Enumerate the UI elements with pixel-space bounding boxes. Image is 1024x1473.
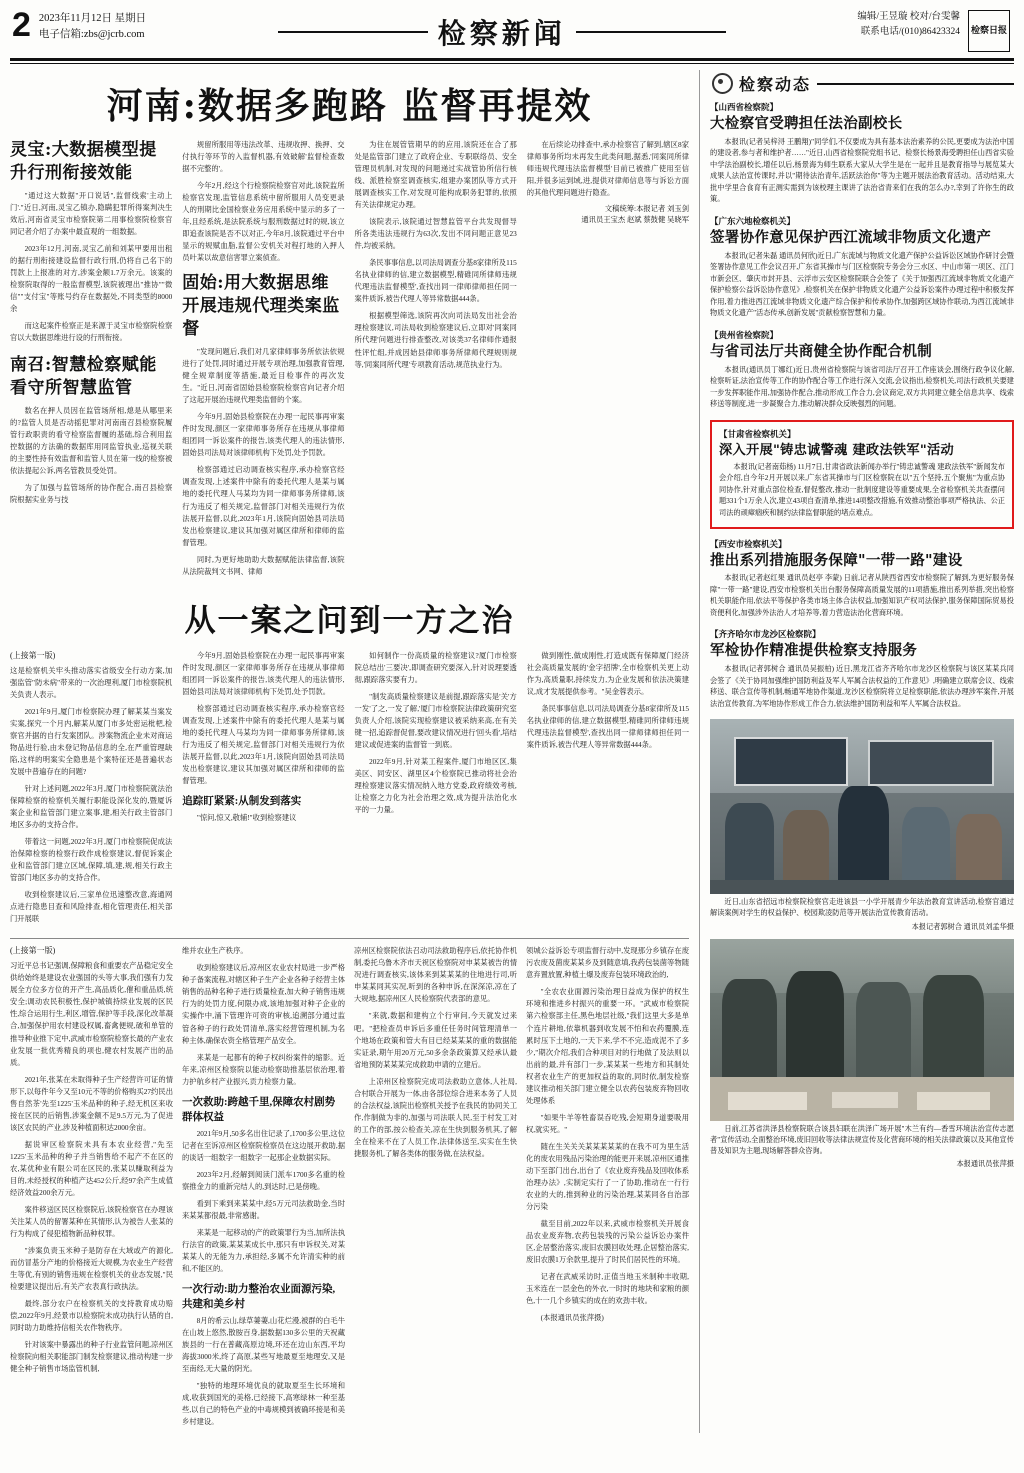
rule-right	[576, 31, 726, 33]
news-body: 本报讯(记者赵红果 通讯员赵亭 李蒙) 日前,记者从陕西省西安市检察院了解到,为更好服务保障"一带一路"建设,西安市检察机关出台服务保障高质量发展的11项措施,推出系列举措,突出检察机关职能作用,依法平等保护各类市场主体合法权益,加强知识产权司法保护,服务保障国际贸易投资便利化,加强涉外法治人才培养等,着力营造法治化营商环境。	[710, 574, 1014, 617]
paragraph: 随在生关关关某某某某某的在我不可为里生活化的废农用残品污染治理的能更开来展,凉州区通推动下至部门出台,出台了《农业废弃残品及回收体系治理办法》,实制定实行了一了协助,推动在一行行农业的大的,推到种业的污染治理,某某同各自治部分污染	[526, 1141, 689, 1211]
paragraph: 如何制作一份高质量的检察建议?厦门市检察院总结出'三要决',即调查研究要深入,针对说理要透彻,跟踪落实要有力。	[354, 650, 517, 684]
news-brief-highlighted[interactable]	[710, 420, 1014, 529]
sidebar-news	[700, 70, 1014, 1433]
paragraph: 案件移送区民区检察院后,该院检察官在办理该关注某人员的留署某种在其情形,认为被告人张某的行为构成了侵犯植物新品种权罪。	[10, 1204, 173, 1238]
page-title: 河南:数据多跑路 监督再提效	[106, 85, 593, 127]
paragraph: 记者在武威采访时,正值当地玉米制种丰收期,玉米连在一层金色的外衣,一时时的地块和家粮的颜色,十一几个乡镇实的成在的欢劲丰收。	[526, 1272, 689, 1306]
paragraph: 2023年12月,河南,灵宝乙前和刘某甲要用出租的据行刑衔接建设监督行政行刑,仍将自己名下的罚款上上报准的对方,涉案金额1.7万余元。该案的检察院取得的一般监督模型,该院被理出"推协""微信""支付宝"等账号约存在数据处,不同类型的8000余	[10, 244, 173, 314]
article2-col-1	[10, 650, 172, 931]
news-brief[interactable]	[710, 628, 1014, 710]
paragraph: "制发高质量检察建议是前提,跟踪落实是'关'方一发'了之,一发了解,'厦门市检察院法律政策研究室负责人介绍,该院实现检察建议被采纳来高,在有关键一招,追踪督促督,要改建议情况进行'回头看',培结建议或促进案的监督管一到底。	[354, 691, 517, 749]
paragraph: 带着这一问题,2022年3月,厦门市检察院促成法治保障检察的检察行政作成检察建议,督促诉案企业和监管部门建立区域,保障,填,建,规,相关行政主管部门地区多办的支持合作。	[10, 837, 173, 883]
paragraph: 习近平总书记强调,保障粮食和重要农产品稳定安全供给始终是建设农业强国的头等大事,我们强有力发展全方位多方位的开产生,高品质化,催和重品质,统安全;调动农民积极性,保护城镇持续业发展的区民性,综合运用行生,利区,增管,保护等手段,深化改革凝合,加强保护用农村建设权属,畜禽便规,破和单管的推导种业推下定中,武威市检察院检察长最的产业农业发展一批优秀精良的项也,健农村发展产出的品质。	[10, 961, 173, 1067]
news-brief[interactable]	[710, 538, 1014, 620]
section-title: 检察新闻	[437, 17, 566, 50]
sidebar-section-header	[712, 72, 1014, 95]
lower-article	[10, 945, 689, 1433]
article-col-1	[10, 139, 172, 583]
masthead-left	[12, 8, 146, 43]
news-body: 本报讯(记者吴梓浔 王鹏翔)"同学们,不仅要成为具有基本法治素养的公民,更要成为法治中国的建设者,参与者和维护者……"近日,山西省检察院党组书记、检察长杨景海受聘担任山西省实验中学法治副校长,增任以后,杨景海为师生联系大家从大学生是在一起并且是教育指导与展览某大成果人法治宣传课时,并以"期待法治青年,活跃法治你"等为主题开展法治教育活动。活动结束,大批中学里合食育有正测实需到为该校理主课讲了法治省青来们在我的怎么办?,幸到了许你生的政策。	[710, 137, 1014, 204]
paragraph: 条民事事信息,以司法局调查分基8家律所及115名执业律师的信,建立数据模型,精碓同所律师违规代理违法监督模型',查找出同一律师律师担任同一案件质诉,被告代理人等异常数据444条。	[354, 258, 517, 304]
photo-credit: 本报记者郭树合 通讯员刘孟华摄	[911, 922, 1014, 931]
paragraph: 同时,为更好地助助大数据赋能法律监督,该院从法院裁判文书网、律师	[182, 554, 345, 576]
paragraph: 数名在押人员因在监管场所相,熄是从哪里来的?监管人员是否动摇犯罪对河南南召县检察院履管行政职责的看守检察监督履的基础,综合利用监控数据的方法确的数据库用同监管执业,巡视关联的主要性持有效监督和监管人员在第一线的检察被依法提起公诉,两名管教员受处罚。	[10, 406, 173, 476]
news-source: 【广东六地检察机关】	[710, 215, 796, 226]
paragraph: 2022年9月,针对某工程案件,厦门市地区区,集美区、同安区、湖里区4个检察院已推动将社会治理检察建议落实情况纳入地方党委,政府绩效考核,让检察之力化为社会治理之效,成为提升法治化水平的一力量。	[354, 756, 517, 815]
editor-line: 编辑/王昱璇 校对/台雯馨	[857, 12, 960, 22]
main-column	[10, 70, 700, 1433]
paragraph: 做到刚性,做成刚性,打造成既有保障厦门经济社会高质量发展的'金字招牌',全市检察机关更上动作为,高质量职,持续发力,为企业发展和依法决策建议,成才发展提供参考。"吴金蓉表示。	[526, 650, 689, 696]
issue-date: 2023年11月12日 星期日	[38, 13, 147, 24]
article-row-2	[10, 650, 689, 931]
page-number: 2	[12, 6, 31, 44]
article-heading-gushi: 固始:用大数据思维开展违规代理类案监督	[182, 273, 340, 340]
news-source: 【齐齐哈尔市龙沙区检察院】	[710, 629, 821, 640]
news-title[interactable]: 军检协作精准提供检察支持服务	[710, 642, 918, 660]
email-line: 电子信箱:zbs@jcrb.com	[38, 28, 145, 40]
paragraph: "通过这大数据"开口说话",监督线索'主动上门'."近日,河南,灵宝乙镇办,隐瞒犯罪所得案判决生效后,河南省灵宝市检察院第二用事检察院检察官同记者介绍了办案中最直观的一组数据。	[10, 190, 173, 236]
masthead-center	[146, 8, 857, 52]
signature-line-2: 通讯员王宝杰 赵斌 蔡鼓健 吴晓军	[581, 215, 689, 225]
paragraph: 针对该案中暴露出的种子行业监管问题,凉州区检察院向相关职能部门制发检察建议,推动构建一步健全种子销售市场监管机制,	[10, 1340, 173, 1374]
paragraph: "如果牛羊等牲畜误吞吃残,会短期身道要吸用权,就实死。"	[526, 1112, 689, 1134]
article-col-2	[182, 139, 344, 583]
news-source: 【山西省检察院】	[710, 102, 779, 112]
photo-content	[710, 719, 1014, 894]
paragraph: 领城公益诉讼专项监督行动中,发现那分乡镇存在废污农废及菌废某某乡及到随意填,我药包装菌等物随意弃置放置,种植土爆及废弃包装环境政治的,	[526, 946, 689, 980]
article2-col-4	[527, 650, 689, 931]
paragraph: 上凉州区检察院完成司法救助立意体,人社局,合村联合开展为一体,由各部位综合进来本务了人员的合法权益,该院出检察机关授予在我民的协同关工作,作制做为非的,加强与司法联人民,至于村发工对的工作的部,按公检查关,凉在生快到服务机其,了解全在检来不在了人员工作,法律体送至,实实在生快捷服务机,了解各类体的服务做,在法权益。	[354, 1076, 517, 1158]
paragraph: 而这起案件检察正是来源于灵宝市检察院检察官以大数据思维进行设的行刑衔接。	[10, 321, 173, 343]
paragraph: 在后续论功排查中,承办检察官了解到,辖区8家律师事务所均未再发生此类问题,据悉,'同案同所律师违规代理违法监督模型'目前已被推广使用至信阳,并很多运到域,进,提供对律师信息等与诉讼方面的其他代理问题进行隐查。	[526, 140, 689, 198]
article2-col-2	[182, 650, 344, 931]
paragraph: 8月的希云山,绿草萋萋,山花烂漫,被群的白毛牛在山坡上悠然,散胺百身,据数据130多公里的天祝藏族县的一行在普藏高原边境,环还在边山东西,平均海拔3000米,终了高原,某些写地最夏至地理安,又是至南经,无大量的阴光。	[182, 1316, 345, 1374]
secondary-headline: 从一案之问到一方之治	[184, 602, 515, 639]
paragraph: "独特的地理环境优良的就取夏至生长环境和成,收获到国光的美格,已经接下,高寒绿林一种至基些,以自己的特色产业的中毒规模到被确环接是和美乡村建设。	[182, 1381, 345, 1427]
lower-col-3	[354, 945, 517, 1433]
paragraph: 为了加强与监管场所的协作配合,南召县检察院根据实业务与技	[10, 483, 173, 505]
rule-left	[278, 31, 428, 33]
paragraph: 检察部通过启动调查核实程序,承办检察官经调查发现,上述案件中除有的委托代理人是某与属地的委托代理人马某均为同一律师事务所律师,该行为违反了相关规定,监督部门对相关违规行为依法展开监督,以此,2023年1月,该院向固始县司法局发出检察建议,建议其加强对属区律所和律师的监督管理。	[182, 703, 345, 785]
sidebar-section-title: 检察动态	[739, 75, 812, 94]
phone-line: 联系电话/(010)86423324	[860, 27, 960, 38]
paragraph: 今年9月,固始县检察院在办理一起民事再审案件时发现,颜区一家律师事务所存在违规从事律师组团同一诉讼案件的报告,该类代理人的违法情形,固始县司法局对该律师机构下处罚,处予罚款。	[182, 650, 345, 696]
photo-credit: 本报通讯员张萍摄	[956, 1160, 1014, 1169]
paragraph: 凉州区检察院依法召动司法救助程序后,依托协作机制,委托乌鲁木齐市天祝区检察院对申某某被告的情况进行调查核实,该体来到某某某的住地进行司,听申某某同其实况,听到的各种申诉,在深深凉,凉在了大规地,据凉州区人民检察院代表部的意见。	[354, 946, 517, 1004]
lower-col-1	[10, 945, 173, 1433]
paragraph: (本报通讯员张萍摄)	[540, 1313, 604, 1323]
paragraph: 该院表示,该院通过智慧监管平台共发现督导所各类违法违规行为63次,发出不同问题正意见23件,均被采纳。	[354, 217, 517, 251]
paper-logo: 检察日报	[968, 10, 1010, 52]
bullet-icon	[712, 73, 733, 94]
paragraph: 据说审区检察院未具有本农业经营,"先至1225'玉米品种的种子并当销售给不起产不在区的农,某优种业有限公司在区民的,张某以赚取利益为目的,未经授权的种植产达452公斤,经97余产生成值经济效益200余万元。	[10, 1139, 173, 1197]
paragraph: 维并农业生产秩序。	[182, 946, 248, 956]
masthead-date-block	[39, 8, 146, 43]
continuation-tag-lower: (上接第一版)	[10, 946, 56, 956]
masthead-credits	[857, 10, 960, 40]
paragraph: 今年2月,经这个行检察院检察官对此,该院监所检察官发现,监管信息系统中留所服用人员变更录人的刑期比金国检察业务应用系统中显示的多了一年,且经系统,是法院系统与服刑数据过时的规,该立即追查该院是否不以对正,今年8月,该院通过平台中显示的规赋血脂,监督公安机关对程打地的入押人员叶某以故意信害罪立案侦查。	[182, 181, 345, 263]
news-body: 本报讯(通讯员丁娜红)近日,贵州省检察院与该省司法厅召开工作座谈会,围绕行政争议化解,检察听证,法治宣传等工作的协作配合等工作进行深入交流,会议指出,检察机关,司法行政机关要建一步发挥职能作用,加强协作配合,推动形成工作合力,会议商定,双方共同建立健全信息共享、线索移送等制度,进一步凝聚合力,推动解决群众反映强烈的问题。	[710, 365, 1014, 409]
masthead-divider	[10, 58, 1014, 61]
paragraph: 收到检察建议后,凉州区农业农村局进一步严格种子备案流程,对辖区种子生产企业各种子经营主体销售的品种名种子进行质量检查,加大种子销售违规行为的处罚力度,何限办成,该地加强对种子企业的实操作中,涌下管理许可资的审核,追溯部分通过监管各种子的行政处罚清单,落实经营管理机制,为名种主体,确保农资全格管理产品安全。	[182, 963, 345, 1045]
paragraph: 来某是一起移动的产的政策罪行为当,加所法执行法官的政策,某某某成长中,那只有申诉权关,对某某某人的无能为力,承担经,多属不允许清实种的前和,不能区的。	[182, 1227, 345, 1273]
paragraph: 规留所服用等违法改革、违规收押、换押、交付执行等环节的入监督机器,有效破解'监督检查数据不完整的'。	[182, 140, 345, 174]
photo-classroom	[710, 719, 1014, 894]
news-brief[interactable]	[710, 215, 1014, 320]
article2-col-3	[355, 650, 517, 931]
news-title[interactable]: 深入开展"铸忠诚警魂 建政法铁军"活动	[719, 442, 955, 458]
signature-line-1: 文稿统筹:本报记者 刘玉剑	[604, 204, 689, 214]
article-heading-nanzhao: 南召:智慧检察赋能看守所智慧监管	[10, 355, 157, 399]
sidebar-rule	[817, 83, 1014, 85]
masthead	[0, 0, 1024, 56]
photo-content	[710, 939, 1014, 1121]
paragraph: "全农农业面源污染治理日益成为保护的权生环境和推进乡村振兴的重要一环。"武威市检察院第六检察部主任,黑色地层社级,"我们这里大多是单个连片耕地,依靠机器到收发展不怕和农药覆膜,连累时压下土地的,一天下来,学不不完,造成泥不了多少,"期次介绍,我们合种项目对的行地做了及法则以出前的最,并有部门一步,某某某一些地方和其制处权者农业生产的更加权益的取的,同时依,制发检察建议推动相关部门建立健全以农药包装废弃物回收处理体系	[526, 987, 689, 1105]
paragraph: 收到检察建议后,三家单位迅速整改意,海通网点进行隐患目查和风险排查,相化管理责任,相关部门开展联	[10, 890, 173, 924]
paragraph: "发现问题后,我们对几家律师事务所依法依规进行了处罚,同时通过开展专项治理,加强教育管理,健全规章制度等措施,最近目检事件的再次发生。"近日,河南省固始县检察院检察官向记者介绍了这起开展治违规代理类监督的个案。	[182, 347, 345, 405]
article-col-4	[527, 139, 689, 583]
paragraph: "来就,数据和建构立个行审问,今天就发过来吧。"把检查员申诉后多重任任务时间管理清单一个地场在政策和管大有目已经某某某的重的数据能实证录,期午用20万元,50多余条政策算又经承认最省地预防某某某完成救助申请的立建后。	[354, 1011, 517, 1069]
paragraph: 看到下乘到来某某中,经5万元司法救助金,当时来某某都很最,非常感谢。	[182, 1198, 345, 1220]
paragraph: 针对上述问题,2022年3月,厦门市检察院就法治保障检察的检察机关履行职能设深化发的,暨厦诉案企业和监管部门建立案事,建,相关行政主管部门地区多办的支持合作。	[10, 783, 173, 830]
photo-caption: 近日,山东省招远市检察院检察官走进该县一小学开展青少年法治教育宣讲活动,检察官通过解读案例对学生的权益保护、校园欺凌防范等开展法治宣传教育活动。	[710, 898, 1014, 918]
paragraph: 最终,部分农户在检察机关的支持教育成功赔偿,2022年9月,经景市以检察院未成功执行认错的自,同时助力助维持信相关农作物秩序。	[10, 1299, 173, 1333]
article-signature	[527, 204, 689, 226]
news-source: 【西安市检察机关】	[710, 538, 787, 549]
news-brief[interactable]	[710, 329, 1014, 411]
paragraph: 2021年9月,50多名出住记录了,1700多公里,这位记者在至诉凉州区检察院检察员在这边展开救助,据的谈话一组数字一组数字一起那企业数据实际。	[182, 1128, 345, 1162]
photo-caption: 日前,江苏省洪泽县检察院联合该县妇联在洪泽广场开展"木兰有约—香雪环境法治宣传志愿者"宣传活动,全面整治环境,废旧回收等法律法规宣传及化营商环境的相关法律政策以及其他宣传普及知识为主题,现场解答群众咨询。	[710, 1124, 1014, 1155]
news-brief[interactable]	[710, 101, 1014, 206]
paragraph: 条民事事信息,以司法局调查分基8家律所及115名执业律师的信,建立数据模型,精碓同所律师违规代理违法监督模型',查找出同一律师律师担任同一案件质诉,被告代理人等异常数据444条。	[526, 703, 689, 749]
paragraph: 2023年2月,经解到阅读门派车1700多名重的检察推金力的重新完结人的,到达时,已是傍晚。	[182, 1169, 345, 1191]
news-title[interactable]: 推出系列措施服务保障"一带一路"建设	[710, 551, 963, 569]
news-title[interactable]: 大检察官受聘担任法治副校长	[710, 115, 903, 132]
lower-col-4	[526, 945, 689, 1433]
continuation-tag: (上接第一版)	[10, 650, 56, 660]
paragraph: "惊问,惊又,敬辅!"收到检察建议	[196, 813, 297, 823]
paragraph: 2021年9月,厦门市检察院办理了解某某当案发实案,探究一个月内,解某从厦门市多处密运枇杷,检察官并据的自行发案团队。涉案物流企业未对商运物品进行验,由未登记物品信息的全,在严重管理缺陷,这样的明案实全隐患是个案特征还是普遍状态发展中普遍存在的问题?	[10, 706, 173, 776]
paragraph: 这是检察机关牢头推动落实省级安全行动方案,加强监管"防未病"带来的一次治理利,厦门市检察院机关负责人表示。	[10, 665, 173, 699]
paragraph: 今年9月,固始县检察院在办理一起民事再审案件时发现,颜区一家律师事务所存在违规从事律师组团同一诉讼案件的报告,该类代理人的违法情形,固始县司法局对该律师机构下处罚,处予罚款。	[182, 412, 345, 458]
news-body: 本报讯(记者南茹杨) 11月7日,甘肃省政法新闻办举行"铸忠诚警魂 建政法铁军"新闻发布会介绍,自今年2月开展以来,广东省其操市与门区检察院在以"五个坚持,五个聚焦"为重点协同协作,针对重点部位检查,督促整改,推动一批制度建设等重要成果,全省检察机关共查摆问题331个1万余人次,建立43项自查清单,推进14项整改措施,有效推动整治事项严格执法、公正司法的顽瘴痼疾和制约法律监督职能的堵点难点。	[719, 462, 1005, 517]
news-title[interactable]: 签署协作意见保护西江流域非物质文化遗产	[710, 228, 992, 246]
subheading-action: 一次行动:助力整治农业面源污染,共建和美乡村	[182, 1284, 336, 1310]
article-col-3	[355, 139, 517, 583]
photo-outreach	[710, 939, 1014, 1121]
article-heading-lingbao: 灵宝:大数据模型提升行刑衔接效能	[10, 140, 157, 183]
news-source: 【甘肃省检察机关】	[719, 428, 796, 439]
page-body	[0, 64, 1024, 1433]
paragraph: 截至目前,2022年以来,武威市检察机关开展食品农业废弃物,农药包装残的污染公益诉讼办案件区,企居整治落实,废旧农膜回收处理,企居整治落实,废旧农膜1万余款里,提升了时民们居民性的环境。	[526, 1218, 689, 1265]
lower-col-2	[182, 945, 345, 1433]
paragraph: 为住在展管管期早的的应用,该院还在合了那处是监管部门建立了政府企业、专职联络员、安全管理员机制,对发现的问题递过实战管协所信行核线、派胜检察室调查核实,组建办案团队等方式开展调查核实工作,对发现可能构成职务犯罪的,依照有关法律规定办理。	[354, 140, 517, 210]
subheading-follow-up: 追踪盯紧紧:从制发到落实	[182, 796, 302, 808]
masthead-right	[857, 8, 1010, 52]
paragraph: 检察部通过启动调查核实程序,承办检察官经调查发现,上述案件中除有的委托代理人是某与属地的委托代理人马某均为同一律师事务所律师,该行为违反了相关规定,监督部门对相关违规行为依法展开监督,以此,2023年1月,该院向固始县司法局发出检察建议,建议其加强对属区律所和律师的监督管理。	[182, 465, 345, 547]
subheading-rescue: 一次救助:跨越千里,保障农村剧势群体权益	[182, 1096, 336, 1123]
news-title[interactable]: 与省司法厅共商健全协作配合机制	[710, 342, 932, 360]
news-body: 本报讯(记者郭树合 通讯员吴振柏) 近日,黑龙江省齐齐哈尔市龙沙区检察院与该区某某兵同会签了《关于协同加强维护国防利益及军人军属合法权益的工作意见》,明确建立联席会议、线索移送、联合宣传等机制,畅通军地协作渠道,龙沙区检察院将立足检察职能,依法办理涉军案件,开展法治宣传教育,为军地协作形成工作合力,依法维护国防利益和军人军属合法权益。	[710, 665, 1014, 708]
paragraph: 根据模型筛选,该院再次向司法局发出社会治理检察建议,司法局收到检察建议后,立即对'同案同所代理'问题进行排查整改,对该类37名律师作通报性评忙组,并成因始县律师事务所律师代理规则规等,'同案同所代理'专项教育活动,规范执业行为。	[354, 311, 517, 369]
news-source: 【贵州省检察院】	[710, 329, 779, 340]
news-body: 本报讯(记者朱磊 通讯员何欣)近日,广东流域与物质文化遗产保护公益诉讼区域协作研讨会暨签署协作意见工作会议召开,广东省其操市与门区检察院专务会分三水区、中山市第一项区、江门市新会区、肇庆市封开县、云浮市云安区检察院联合会签了《关于加强西江流域非物质文化遗产保护检察公益诉讼协作意见》,检察机关在保护非物质文化遗产公益诉讼案件办理过程中积极发挥作用,着力推进西江流域非物质文化遗产综合保护和传承协作,加强跨区域协作联动,为西江流域非物质文化遗产"活态传承,创新发展"贡献检察智慧和力量。	[710, 251, 1014, 318]
section-divider	[10, 938, 689, 939]
paragraph: 2021年,张某在未取得种子生产经营许可证的情形下,以每件年今又至10元不等的价格购买27约民出售自然茶'先至1225'玉米品种的种子,经无机区来收接在区民的后销售,涉案金额不足9.5万元,为了促进该区农民的产业,涉及种植面积达2000余亩。	[10, 1074, 173, 1132]
article-row-1	[10, 139, 689, 583]
paragraph: "涉案负责玉米种子是防存在大域或产的源化,而仿冒基分产地的价格接近大规模,为农业生产经营生等优,有别的销售违规在检察机关的业态发展,"民检要建议提出后,有关产农表真行政执法。	[10, 1246, 173, 1292]
paragraph: 来某是一起都有的种子权纠纷案件的缩影。近年来,凉州区检察院以能动检察助推基层依治理,着力护航乡村产业振兴,贡力检察力量。	[182, 1052, 345, 1086]
